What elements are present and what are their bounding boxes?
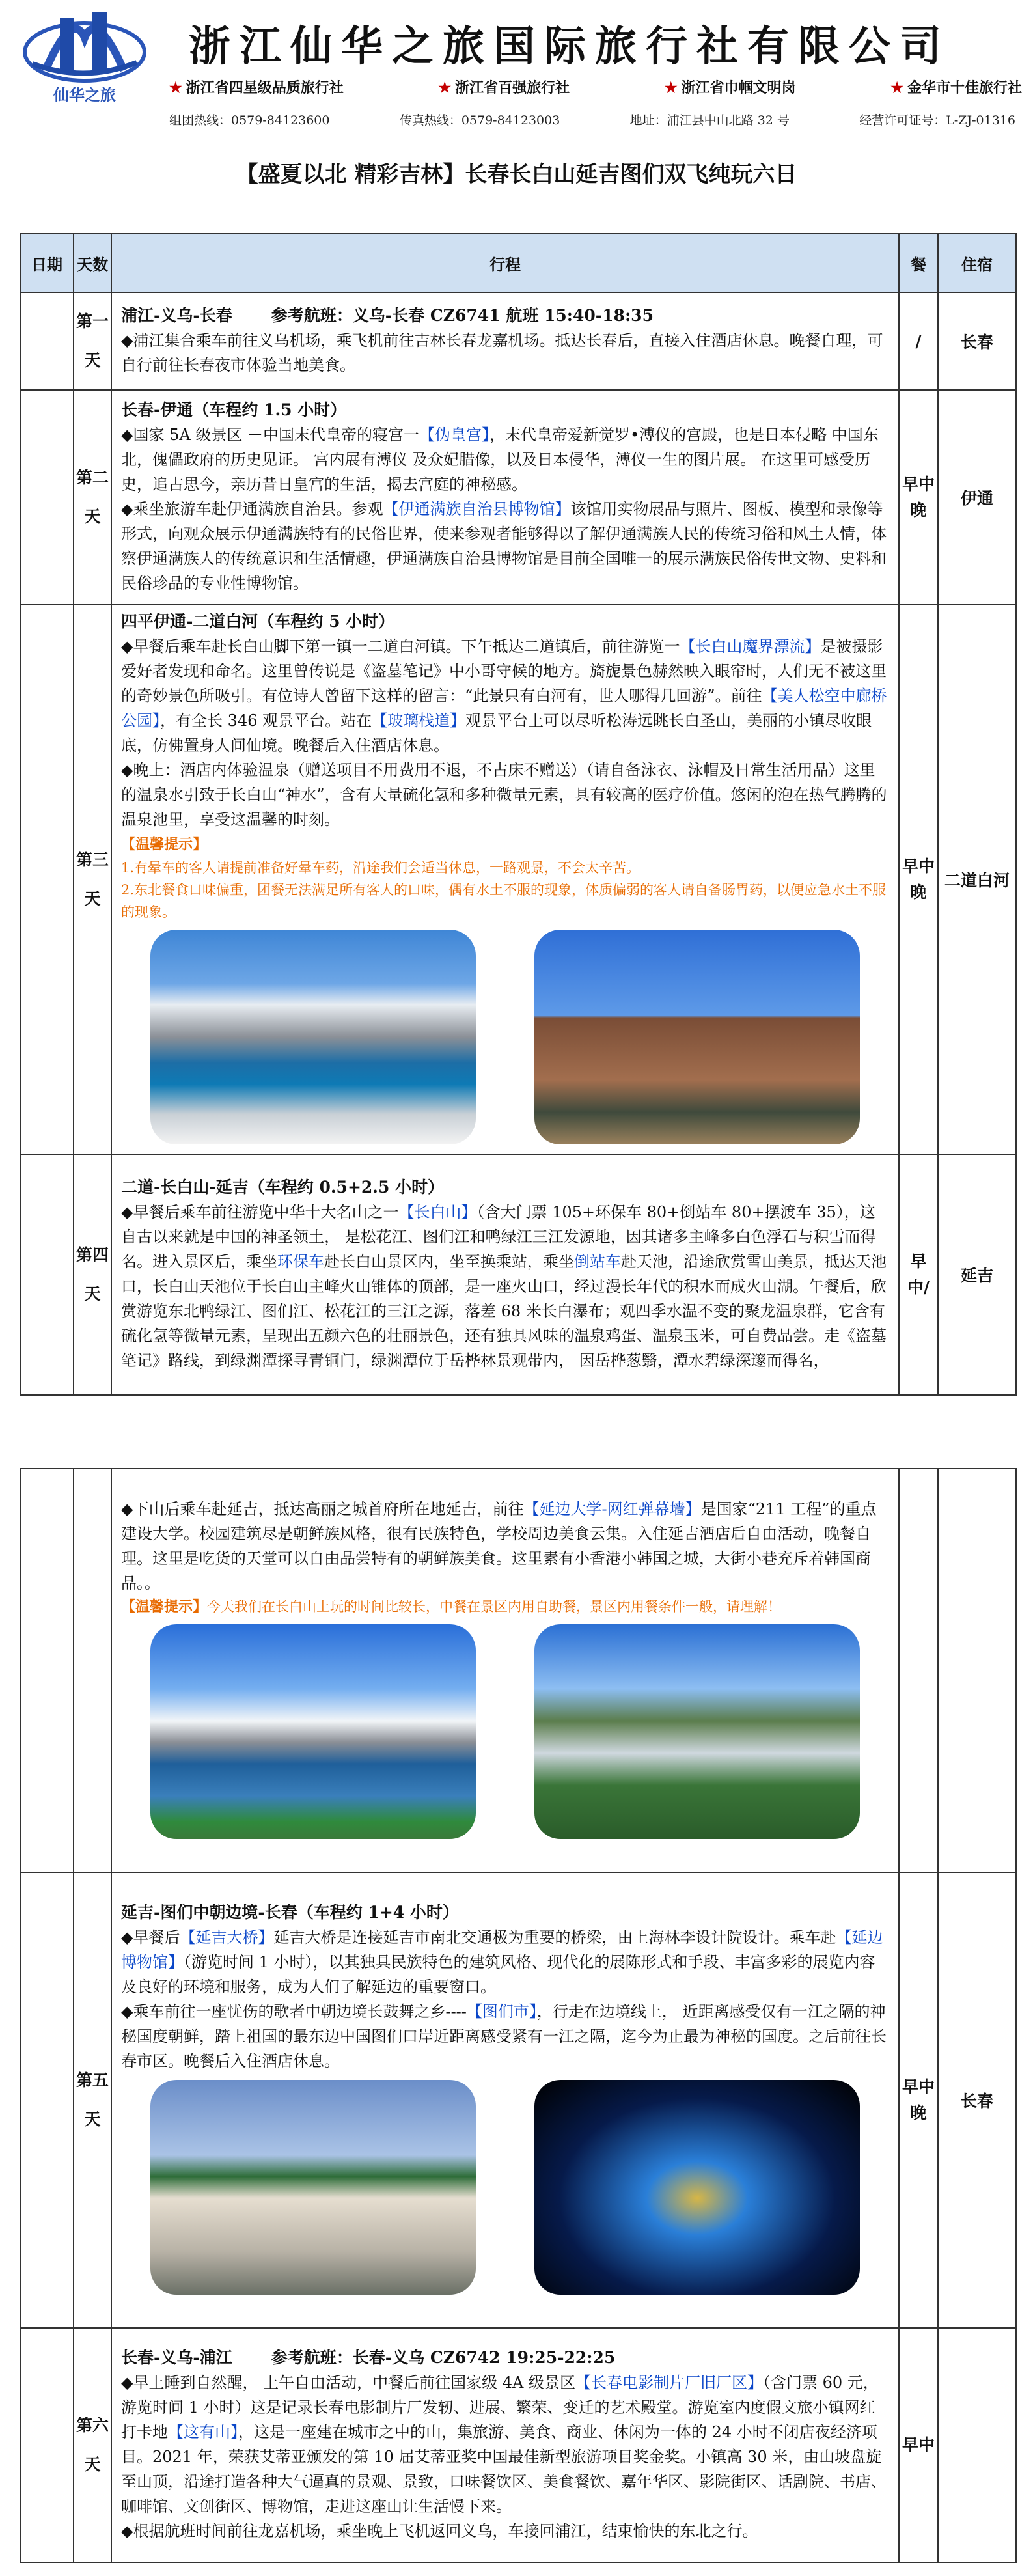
badge: ★ 浙江省百强旅行社 (438, 79, 570, 96)
attraction-link: 【这有山】 (168, 2423, 238, 2441)
meal-cell: 早中晚 (899, 390, 938, 605)
paragraph: ◆根据航班时间前往龙嘉机场，乘坐晚上飞机返回义乌，车接回浦江，结束愉快的东北之行。 (121, 2522, 758, 2540)
paragraph: ◆下山后乘车赴延吉，抵达高丽之城首府所在地延吉，前往【延边大学-网红弹幕墙】是国家“211 工程”的重点建设大学。校园建筑尽是朝鲜族风格，很有民族特色，学校周边美食云集。入住延吉酒店后自由活动，晚餐自理。这里是吃货的天堂可以自由品尝特有的朝鲜族美食。这里素有小香港小韩国之城，大街小巷充斥着韩国商品。。 (121, 1500, 877, 1592)
table-row (20, 1872, 1016, 2328)
attraction-link: 【延边博物馆】 (121, 1928, 883, 1971)
table-row (20, 292, 1016, 390)
photo-night-bridge (534, 2080, 860, 2295)
page-break (0, 1456, 1033, 1465)
paragraph: ◆晚上：酒店内体验温泉（赠送项目不用费用不退，不占床不赠送）（请自备泳衣、泳帽及日常生活用品）这里的温泉水引致于长白山“神水”，含有大量硫化氢和多种微量元素，具有较高的医疗价值。悠闲的泡在热气腾腾的温泉池里，享受这温馨的时刻。 (121, 761, 887, 829)
photo-mountain-lake (150, 930, 476, 1144)
date-cell (20, 1154, 74, 1395)
header (0, 0, 1033, 137)
header-itinerary: 行程 (111, 234, 899, 292)
day-label: 第六天 (74, 2328, 111, 2562)
day-content (111, 292, 899, 390)
route-line: 长春-伊通（车程约 1.5 小时） (121, 400, 347, 419)
itinerary-table (20, 233, 1017, 1396)
logo-mark-icon (20, 12, 150, 83)
paragraph: ◆乘坐旅游车赴伊通满族自治县。参观【伊通满族自治县博物馆】该馆用实物展品与照片、图板、模型和录像等形式，向观众展示伊通满族特有的民俗世界，使来参观者能够得以了解伊通满族人民的传统习俗和风土人情，体察伊通满族人的传统意识和生活情趣，伊通满族自治县博物馆是目前全国唯一的展示满族民俗传世文物、史料和民俗珍品的专业性博物馆。 (121, 500, 887, 592)
table-row (20, 2328, 1016, 2562)
attraction-link: 【玻璃栈道】 (372, 712, 466, 730)
meal-cell: / (899, 292, 938, 390)
hotel-cell-empty (938, 1469, 1016, 1872)
attraction-link: 【长春电影制片厂旧厂区】 (575, 2374, 763, 2392)
route-line: 长春-义乌-浦江 参考航班：长春-义乌 CZ6742 19:25-22:25 (121, 2348, 616, 2367)
hotel-cell: 延吉 (938, 1154, 1016, 1395)
star-icon: ★ (438, 79, 452, 96)
hotel-cell: 二道白河 (938, 605, 1016, 1154)
meal-cell: 早中晚 (899, 605, 938, 1154)
table-row (20, 390, 1016, 605)
day-content (111, 2328, 899, 2562)
flight-info: 参考航班：义乌-长春 CZ6741 航班 15:40-18:35 (271, 306, 654, 325)
paragraph: ◆早上睡到自然醒， 上午自由活动，中餐后前往国家级 4A 级景区【长春电影制片厂旧厂区】（含门票 60 元，游览时间 1 小时）这是记录长春电影制片厂发轫、进展、繁荣、变迁的艺术殿堂。游览室内度假文旅小镇网红打卡地【这有山】，这是一座建在城市之中的山，集旅游、美食、商业、休闲为一体的 24 小时不闭店夜经济项目。2021 年，荣获艾蒂亚颁发的第 10 届艾蒂亚奖中国最佳新型旅游项目奖金奖。小镇高 30 米，由山坡盘旋至山顶，沿途打造各种大气逼真的景观、景致，口味餐饮区、美食餐饮、嘉年华区、影院街区、话剧院、书店、咖啡馆、文创街区、博物馆，走进这座山让生活慢下来。 (121, 2374, 887, 2515)
company-name: 浙江仙华之旅国际旅行社有限公司 (189, 22, 950, 71)
table-row (20, 1154, 1016, 1395)
date-cell (20, 1872, 74, 2328)
attraction-link: 【伪皇宫】 (419, 426, 489, 444)
date-cell (20, 605, 74, 1154)
tip-title: 【温馨提示】 (121, 836, 208, 853)
badge: ★ 浙江省巾帼文明岗 (664, 79, 796, 96)
hotel-cell: 长春 (938, 1872, 1016, 2328)
paragraph: ◆早餐后乘车赴长白山脚下第一镇一二道白河镇。下午抵达二道镇后，前往游览一【长白山魔界漂流】是被摄影爱好者发现和命名。这里曾传说是《盗墓笔记》中小哥守候的地方。旖旎景色赫然映入眼帘时，人们无不被这里的奇妙景色所吸引。有位诗人曾留下这样的留言：“此景只有白河有，世人哪得几回游”。前往【美人松空中廊桥公园】，有全长 346 观景平台。站在【玻璃栈道】观景平台上可以尽听松涛远眺长白圣山，美丽的小镇尽收眼底，仿佛置身人间仙境。晚餐后入住酒店休息。 (121, 637, 887, 755)
meal-cell: 早中/ (899, 1154, 938, 1395)
badge: ★ 金华市十佳旅行社 (890, 79, 1022, 96)
attraction-link: 【伊通满族自治县博物馆】 (383, 500, 571, 518)
photo-row (121, 1618, 889, 1843)
day-label: 第三天 (74, 605, 111, 1154)
badges-row (169, 77, 1022, 97)
star-icon: ★ (664, 79, 678, 96)
day-content (111, 1872, 899, 2328)
meal-cell: 早中 (899, 2328, 938, 2562)
paragraph: ◆早餐后【延吉大桥】延吉大桥是连接延吉市南北交通极为重要的桥梁，由上海林李设计院设计。乘车赴【延边博物馆】（游览时间 1 小时），以其独具民族特色的建筑风格、现代化的展陈形式和手段、丰富多彩的展览内容及良好的环境和服务，成为人们了解延边的重要窗口。 (121, 1928, 883, 1996)
hotel-cell (938, 2328, 1016, 2562)
attraction-link: 环保车 (277, 1253, 324, 1271)
route-line: 二道-长白山-延吉（车程约 0.5+2.5 小时） (121, 1178, 445, 1197)
hotel-cell: 长春 (938, 292, 1016, 390)
table-row (20, 605, 1016, 1154)
date-cell (20, 1469, 74, 1872)
paragraph: ◆国家 5A 级景区 －中国末代皇帝的寝宫一【伪皇宫】，末代皇帝爱新觉罗•溥仪的宫殿，也是日本侵略 中国东北，傀儡政府的历史见证。 宫内展有溥仪 及众妃腊像，以及日本侵华，溥仪一生的图片展。 在这里可感受历史，追古思今，亲历昔日皇宫的生活，揭去宫庭的神秘感。 (121, 426, 879, 493)
table-row (20, 1469, 1016, 1872)
tip-text: 1.有晕车的客人请提前准备好晕车药，沿途我们会适当休息，一路观景，不会太辛苦。 (121, 860, 640, 876)
paragraph: ◆浦江集合乘车前往义乌机场，乘飞机前往吉林长春龙嘉机场。抵达长春后，直接入住酒店休息。晚餐自理，可自行前往长春夜市体验当地美食。 (121, 331, 883, 374)
photo-tianchi-lake (150, 1624, 476, 1839)
attraction-link: 【长白山】 (398, 1203, 477, 1221)
attraction-link: 倒站车 (574, 1253, 621, 1271)
license-number: 经营许可证号：L-ZJ-01316 (859, 113, 1015, 128)
address: 地址：浦江县中山北路 32 号 (629, 113, 790, 128)
star-icon: ★ (890, 79, 903, 96)
route-line: 浦江-义乌-长春 参考航班：义乌-长春 CZ6741 航班 15:40-18:35 (121, 306, 654, 325)
photo-row (121, 923, 889, 1148)
paragraph: ◆乘车前往一座忧伤的歌者中朝边境长鼓舞之乡----【图们市】，行走在边境线上， 近距离感受仅有一江之隔的神秘国度朝鲜，踏上祖国的最东边中国图们口岸近距离感受紧有一江之隔，迄今为止最为神秘的国度。之后前往长春市区。晚餐后入住酒店休息。 (121, 2002, 887, 2070)
attraction-link: 【美人松空中廊桥公园】 (121, 687, 887, 730)
meal-cell-empty (899, 1469, 938, 1872)
attraction-link: 【长白山魔界漂流】 (680, 637, 821, 656)
photo-waterfall (534, 1624, 860, 1839)
trip-title: 【盛夏以北 精彩吉林】长春长白山延吉图们双飞纯玩六日 (236, 161, 797, 187)
day-label: 第四天 (74, 1154, 111, 1395)
day-label: 第二天 (74, 390, 111, 605)
header-hotel: 住宿 (938, 234, 1016, 292)
badge: ★ 浙江省四星级品质旅行社 (169, 79, 344, 96)
date-cell (20, 390, 74, 605)
day-label: 第五天 (74, 1872, 111, 2328)
header-days: 天数 (74, 234, 111, 292)
phone-hotline: 组团热线：0579-84123600 (169, 113, 330, 128)
table-header-row (20, 234, 1016, 292)
date-cell (20, 292, 74, 390)
photo-museum (150, 2080, 476, 2295)
photo-row (121, 2073, 889, 2299)
attraction-link: 【图们市】 (466, 2002, 537, 2021)
date-cell (20, 2328, 74, 2562)
day-content (111, 390, 899, 605)
hotel-cell: 伊通 (938, 390, 1016, 605)
flight-info: 参考航班：长春-义乌 CZ6742 19:25-22:25 (271, 2348, 616, 2367)
tip-text: 【温馨提示】今天我们在长白山上玩的时间比较长，中餐在景区内用自助餐，景区内用餐条件一般，请理解！ (121, 1598, 782, 1615)
logo-text: 仙华之旅 (53, 85, 116, 104)
itinerary-table-continued (20, 1468, 1017, 2563)
attraction-link: 【延吉大桥】 (180, 1928, 274, 1946)
route-line: 延吉-图们中朝边境-长春（车程约 1+4 小时） (121, 1903, 459, 1922)
day-content (111, 1469, 899, 1872)
day-label-empty (74, 1469, 111, 1872)
day-content (111, 605, 899, 1154)
fax-hotline: 传真热线：0579-84123003 (399, 113, 560, 128)
paragraph: ◆早餐后乘车前往游览中华十大名山之一【长白山】（含大门票 105+环保车 80+倒站车 80+摆渡车 35），这自古以来就是中国的神圣领土， 是松花江、图们江和鸭绿江三江发源地，因其诸多主峰多白色浮石与积雪而得名。进入景区后，乘坐环保车赴长白山景区内，坐至换乘站，乘坐倒站车赴天池，沿途欣赏雪山美景，抵达天池口，长白山天池位于长白山主峰火山锥体的顶部，是一座火山口，经过漫长年代的积水而成火山湖。午餐后，欣赏游览东北鸭绿江、图们江、松花江的三江之源，落差 68 米长白瀑布；观四季水温不变的聚龙温泉群，它含有硫化氢等微量元素，呈现出五颜六色的壮丽景色，还有独具风味的温泉鸡蛋、温泉玉米，可自费品尝。走《盗墓笔记》路线，到绿渊潭探寻青铜门，绿渊潭位于岳桦林景观带内， 因岳桦葱翳，潭水碧绿深邃而得名， (121, 1203, 887, 1370)
star-icon: ★ (169, 79, 182, 96)
attraction-link: 【延边大学-网红弹幕墙】 (523, 1500, 701, 1518)
company-logo (20, 12, 150, 109)
meal-cell: 早中晚 (899, 1872, 938, 2328)
day-label: 第一天 (74, 292, 111, 390)
day-content (111, 1154, 899, 1395)
header-date: 日期 (20, 234, 74, 292)
route-line: 四平伊通-二道白河（车程约 5 小时） (121, 612, 395, 631)
tip-text: 2.东北餐食口味偏重，团餐无法满足所有客人的口味，偶有水土不服的现象，体质偏弱的客人请自备肠胃药，以便应急水土不服的现象。 (121, 882, 887, 920)
photo-historic-building (534, 930, 860, 1144)
header-meal: 餐 (899, 234, 938, 292)
contacts-row (169, 111, 1015, 128)
